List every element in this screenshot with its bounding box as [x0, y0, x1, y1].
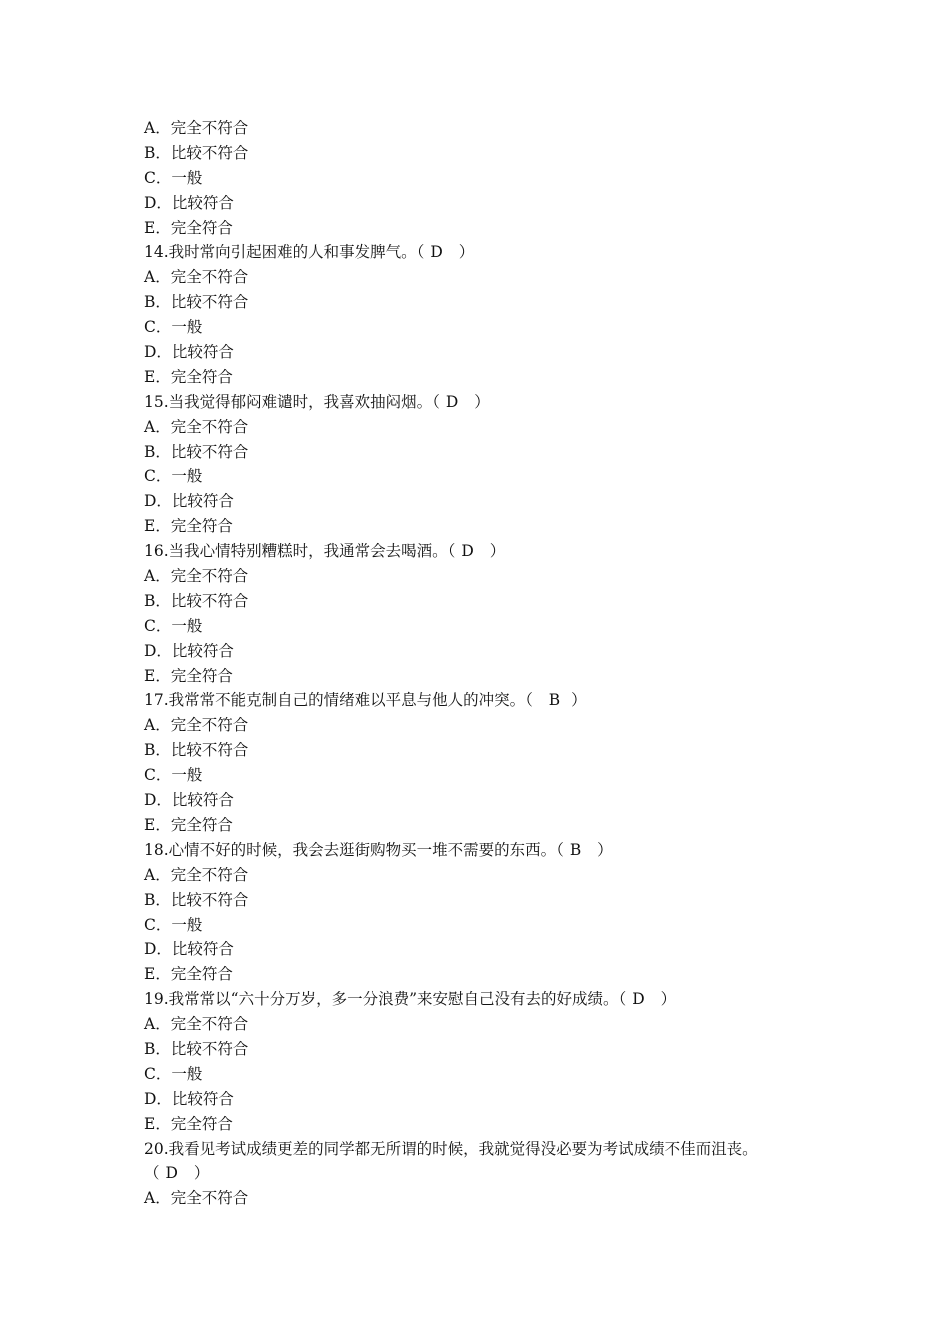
option-c: C．一般 — [144, 766, 203, 785]
option-a: A．完全不符合 — [144, 417, 249, 436]
option-a: A．完全不符合 — [144, 865, 249, 884]
option-e: E．完全符合 — [144, 1114, 233, 1133]
option-d: D．比较符合 — [144, 492, 234, 511]
option-b: B．比较不符合 — [144, 741, 249, 760]
question-20-answer-line — [144, 1161, 824, 1186]
question-18 — [144, 838, 824, 863]
option-a: A．完全不符合 — [144, 1015, 249, 1034]
option-d: D．比较符合 — [144, 791, 234, 810]
option-a: A．完全不符合 — [144, 716, 249, 735]
option-c: C．一般 — [144, 168, 203, 187]
question-close: ） — [571, 691, 587, 710]
option-b: B．比较不符合 — [144, 1039, 249, 1058]
question-close: ） — [660, 990, 677, 1009]
option-d: D．比较符合 — [144, 940, 234, 959]
option-c: C．一般 — [144, 915, 203, 934]
option-d: D．比较符合 — [144, 343, 234, 362]
option-b: B．比较不符合 — [144, 890, 249, 909]
option-c: C．一般 — [144, 1064, 203, 1083]
questionnaire-body — [144, 116, 824, 1211]
question-20 — [144, 1137, 824, 1162]
question-close: ） — [458, 243, 475, 262]
option-e: E．完全符合 — [144, 218, 233, 237]
question-close: ） — [597, 840, 613, 859]
option-b: B．比较不符合 — [144, 442, 249, 461]
question-15 — [144, 390, 824, 415]
answer: D — [430, 243, 443, 262]
answer: D — [461, 542, 474, 561]
option-b: B．比较不符合 — [144, 591, 249, 610]
option-e: E．完全符合 — [144, 517, 233, 536]
question-text: 18.心情不好的时候，我会去逛街购物买一堆不需要的东西。（ — [144, 840, 564, 859]
question-14 — [144, 240, 824, 265]
answer: D — [165, 1164, 178, 1183]
option-a: A．完全不符合 — [144, 1189, 249, 1208]
question-text: 15.当我觉得郁闷难谴时，我喜欢抽闷烟。（ — [144, 392, 440, 411]
question-text: 17.我常常不能克制自己的情绪难以平息与他人的冲突。（ — [144, 691, 533, 710]
question-text: 14.我时常向引起困难的人和事发脾气。（ — [144, 243, 425, 262]
option-d: D．比较符合 — [144, 193, 234, 212]
option-e: E．完全符合 — [144, 815, 233, 834]
question-close: ） — [474, 392, 490, 411]
option-e: E．完全符合 — [144, 965, 233, 984]
question-text: 20.我看见考试成绩更差的同学都无所谓的时候，我就觉得没必要为考试成绩不佳而沮丧。 — [144, 1139, 758, 1158]
question-close: ） — [193, 1164, 210, 1183]
option-c: C．一般 — [144, 318, 203, 337]
question-text: 16.当我心情特别糟糕时，我通常会去喝酒。（ — [144, 542, 456, 561]
option-d: D．比较符合 — [144, 1089, 234, 1108]
option-d: D．比较符合 — [144, 641, 234, 660]
option-a: A．完全不符合 — [144, 567, 249, 586]
option-e: E．完全符合 — [144, 367, 233, 386]
option-a: A．完全不符合 — [144, 119, 249, 137]
answer: B — [569, 840, 582, 859]
option-c: C．一般 — [144, 467, 203, 486]
question-19 — [144, 987, 824, 1012]
question-open: （ — [144, 1164, 160, 1183]
answer: D — [632, 990, 645, 1009]
answer: B — [548, 691, 561, 710]
answer: D — [445, 392, 459, 411]
option-c: C．一般 — [144, 616, 203, 635]
option-b: B．比较不符合 — [144, 143, 249, 162]
question-16 — [144, 539, 824, 564]
question-close: ） — [489, 542, 506, 561]
option-a: A．完全不符合 — [144, 268, 249, 287]
question-text: 19.我常常以“六十分万岁，多一分浪费”来安慰自己没有去的好成绩。（ — [144, 990, 627, 1009]
option-e: E．完全符合 — [144, 666, 233, 685]
option-b: B．比较不符合 — [144, 293, 249, 312]
question-17 — [144, 688, 824, 713]
